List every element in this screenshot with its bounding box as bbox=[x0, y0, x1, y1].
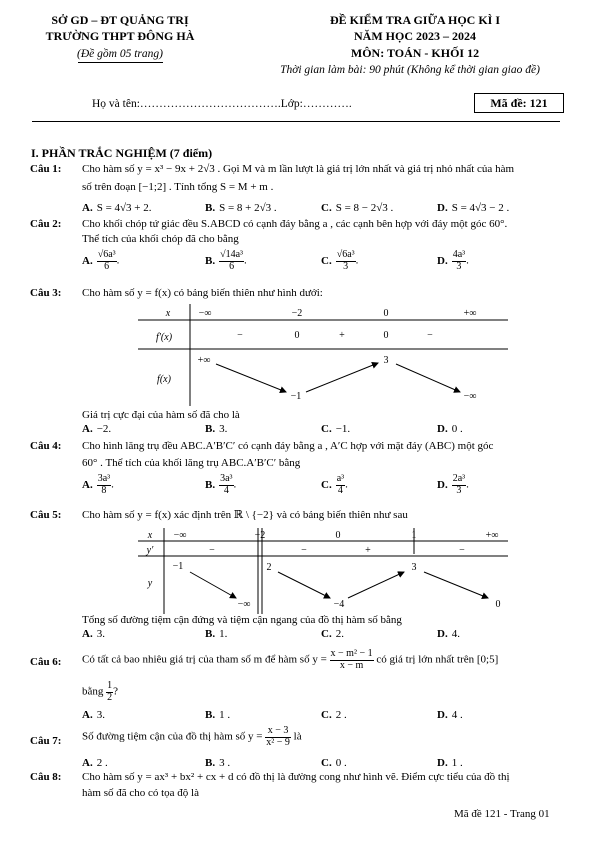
q3-f-label: f(x) bbox=[157, 374, 171, 385]
q6-option-d[interactable]: D. 4 . bbox=[437, 709, 463, 721]
q3-x-label: x bbox=[165, 308, 171, 319]
pages-note: (Đề gồm 05 trang) bbox=[77, 48, 163, 60]
q5-arrow bbox=[190, 572, 236, 598]
q6-option-a[interactable]: A. 3. bbox=[82, 709, 105, 721]
time-note: Thời gian làm bài: 90 phút (Không kể thời gian giao đề) bbox=[280, 64, 540, 76]
q3-x-val: 0 bbox=[383, 308, 389, 319]
q5-y-val: −4 bbox=[333, 599, 345, 610]
q5-after: Tổng số đường tiệm cận đứng và tiệm cận ngang của đồ thị hàm số bằng bbox=[82, 614, 402, 626]
q7-option-d[interactable]: D. 1 . bbox=[437, 757, 463, 769]
q3-f-val: −1 bbox=[290, 391, 302, 402]
q5-x-val: 0 bbox=[335, 530, 341, 541]
section-title: I. PHẦN TRẮC NGHIỆM (7 điểm) bbox=[31, 146, 213, 160]
q5-y-val: 0 bbox=[495, 599, 501, 610]
student-name-line: Họ và tên:……………………………….Lớp:…………. bbox=[92, 98, 352, 110]
q2-option-c[interactable]: C. $\frac{\text{√6a³}}{3}$ . bbox=[321, 249, 359, 272]
q8-line2: hàm số đã cho có tọa độ là bbox=[82, 787, 199, 799]
q1-option-b[interactable]: B. S = 8 + 2√3 . bbox=[205, 202, 277, 214]
q3-option-d[interactable]: D. 0 . bbox=[437, 423, 463, 435]
q3-sign: 0 bbox=[383, 330, 389, 341]
exam-code-box: Mã đề: 121 bbox=[474, 93, 564, 113]
q4-line2: 60° . Thể tích của khối lăng trụ ABC.A′B′C′ bằng bbox=[82, 457, 301, 469]
q5-option-c[interactable]: C. 2. bbox=[321, 628, 344, 640]
q8-line1: Cho hàm số y = ax³ + bx² + cx + d có đồ thị là đường cong như hình vẽ. Điểm cực tiểu của đồ thị bbox=[82, 771, 510, 783]
q3-sign: 0 bbox=[294, 330, 300, 341]
q4-line1: Cho hình lăng trụ đều ABC.A′B′C′ có cạnh đáy bằng a , A′C hợp với mặt đáy (ABC) một góc bbox=[82, 440, 494, 452]
q5-arrow bbox=[424, 572, 488, 598]
q3-f-val: 3 bbox=[383, 355, 389, 366]
q1-option-d[interactable]: D. S = 4√3 − 2 . bbox=[437, 202, 510, 214]
q5-x-val: 1 bbox=[411, 530, 417, 541]
q5-sign: − bbox=[209, 545, 215, 556]
subject: MÔN: TOÁN - KHỐI 12 bbox=[350, 46, 480, 60]
school-name: TRƯỜNG THPT ĐÔNG HÀ bbox=[45, 29, 195, 43]
q4-option-d[interactable]: D. $\frac{\text{2a³}}{3}$ . bbox=[437, 473, 469, 496]
q5-x-val: −2 bbox=[254, 530, 266, 541]
q5-arrow bbox=[348, 572, 404, 598]
q7-option-a[interactable]: A. 2 . bbox=[82, 757, 108, 769]
q6-option-b[interactable]: B. 1 . bbox=[205, 709, 231, 721]
q5-sign: + bbox=[365, 545, 371, 556]
q3-arrow-down bbox=[216, 364, 286, 392]
q1-option-c[interactable]: C. S = 8 − 2√3 . bbox=[321, 202, 394, 214]
header-rule bbox=[32, 121, 560, 122]
q4-option-a[interactable]: A. $\frac{\text{3a³}}{8}$ . bbox=[82, 473, 114, 496]
q3-sign: + bbox=[339, 330, 345, 341]
exam-title: ĐỀ KIỂM TRA GIỮA HỌC KÌ I bbox=[329, 13, 501, 27]
q3-option-b[interactable]: B. 3. bbox=[205, 423, 228, 435]
q6-line2: bằng $\frac{1}{2}$ ? bbox=[82, 680, 119, 703]
q2-option-b[interactable]: B. $\frac{\text{√14a³}}{6}$ . bbox=[205, 249, 247, 272]
q2-option-a[interactable]: A. $\frac{\text{√6a³}}{6}$ . bbox=[82, 249, 120, 272]
q5-x-label: x bbox=[147, 530, 153, 541]
q2-line1: Cho khối chóp tứ giác đều S.ABCD có cạnh đáy bằng a , các cạnh bên hợp với đáy một góc 60°. bbox=[82, 218, 508, 230]
q1-line1: Cho hàm số y = x³ − 9x + 2√3 . Gọi M và m lần lượt là giá trị lớn nhất và giá trị nhỏ nhất của hàm bbox=[82, 163, 515, 175]
q7-option-b[interactable]: B. 3 . bbox=[205, 757, 231, 769]
q3-option-c[interactable]: C. −1. bbox=[321, 423, 351, 435]
q5-y-val: −∞ bbox=[237, 599, 251, 610]
q2-label: Câu 2: bbox=[30, 218, 62, 230]
q5-y-label: y bbox=[147, 578, 153, 589]
q1-line2: số trên đoạn [−1;2] . Tính tổng S = M + m . bbox=[82, 181, 274, 193]
q5-y-val: −1 bbox=[172, 561, 184, 572]
school-year: NĂM HỌC 2023 – 2024 bbox=[354, 29, 476, 43]
header-underline bbox=[78, 62, 163, 63]
q3-label: Câu 3: bbox=[30, 287, 62, 299]
q6-option-c[interactable]: C. 2 . bbox=[321, 709, 347, 721]
q5-y-val: 3 bbox=[411, 562, 417, 573]
q1-option-a[interactable]: A. S = 4√3 + 2. bbox=[82, 202, 152, 214]
q5-y-val: 2 bbox=[266, 562, 272, 573]
q4-option-c[interactable]: C. $\frac{\text{a³}}{4}$ . bbox=[321, 473, 348, 496]
q3-sign: − bbox=[237, 330, 243, 341]
q2-line2: Thể tích của khối chóp đã cho bằng bbox=[82, 233, 239, 245]
q7-line1: Số đường tiệm cận của đồ thị hàm số y = $\frac{x - 3}{\text{x² − 9}}$ là bbox=[82, 725, 302, 748]
q3-x-val: −∞ bbox=[198, 308, 212, 319]
page-footer: Mã đề 121 - Trang 01 bbox=[454, 808, 550, 820]
q3-f-val: +∞ bbox=[197, 355, 211, 366]
q3-arrow-down bbox=[396, 364, 460, 392]
q3-line1: Cho hàm số y = f(x) có bảng biến thiên như hình dưới: bbox=[82, 287, 323, 299]
q5-line1: Cho hàm số y = f(x) xác định trên ℝ \ {−2} và có bảng biến thiên như sau bbox=[82, 509, 408, 521]
q3-fp-label: f′(x) bbox=[155, 332, 173, 343]
q3-f-val: −∞ bbox=[463, 391, 477, 402]
q2-option-d[interactable]: D. $\frac{\text{4a³}}{3}$ . bbox=[437, 249, 469, 272]
dept-name: SỞ GD – ĐT QUẢNG TRỊ bbox=[51, 13, 189, 27]
q5-sign: − bbox=[459, 545, 465, 556]
q3-x-val: +∞ bbox=[463, 308, 477, 319]
q5-x-val: −∞ bbox=[173, 530, 187, 541]
q3-after: Giá trị cực đại của hàm số đã cho là bbox=[82, 409, 240, 421]
q5-label: Câu 5: bbox=[30, 509, 62, 521]
q5-variation-table bbox=[132, 526, 510, 616]
q7-option-c[interactable]: C. 0 . bbox=[321, 757, 347, 769]
q5-option-a[interactable]: A. 3. bbox=[82, 628, 105, 640]
q5-yp-label: y′ bbox=[146, 545, 154, 556]
q3-sign: − bbox=[427, 330, 433, 341]
q5-sign: − bbox=[301, 545, 307, 556]
q3-x-val: −2 bbox=[291, 308, 303, 319]
q7-label: Câu 7: bbox=[30, 735, 62, 747]
q3-option-a[interactable]: A. −2. bbox=[82, 423, 112, 435]
q5-option-d[interactable]: D. 4. bbox=[437, 628, 460, 640]
q6-label: Câu 6: bbox=[30, 656, 62, 668]
q1-label: Câu 1: bbox=[30, 163, 62, 175]
q8-label: Câu 8: bbox=[30, 771, 62, 783]
q5-option-b[interactable]: B. 1. bbox=[205, 628, 228, 640]
q5-arrow bbox=[278, 572, 330, 598]
q5-x-val: +∞ bbox=[485, 530, 499, 541]
q6-line1: Có tất cả bao nhiêu giá trị của tham số m để hàm số y = $\frac{\text{x − m² − 1}}{x - m}$ có giá trị lớn nhất trên [0;5] bbox=[82, 648, 499, 671]
q4-label: Câu 4: bbox=[30, 440, 62, 452]
q4-option-b[interactable]: B. $\frac{\text{3a³}}{4}$ . bbox=[205, 473, 237, 496]
q3-arrow-up bbox=[306, 363, 378, 392]
q3-variation-table bbox=[130, 302, 510, 408]
